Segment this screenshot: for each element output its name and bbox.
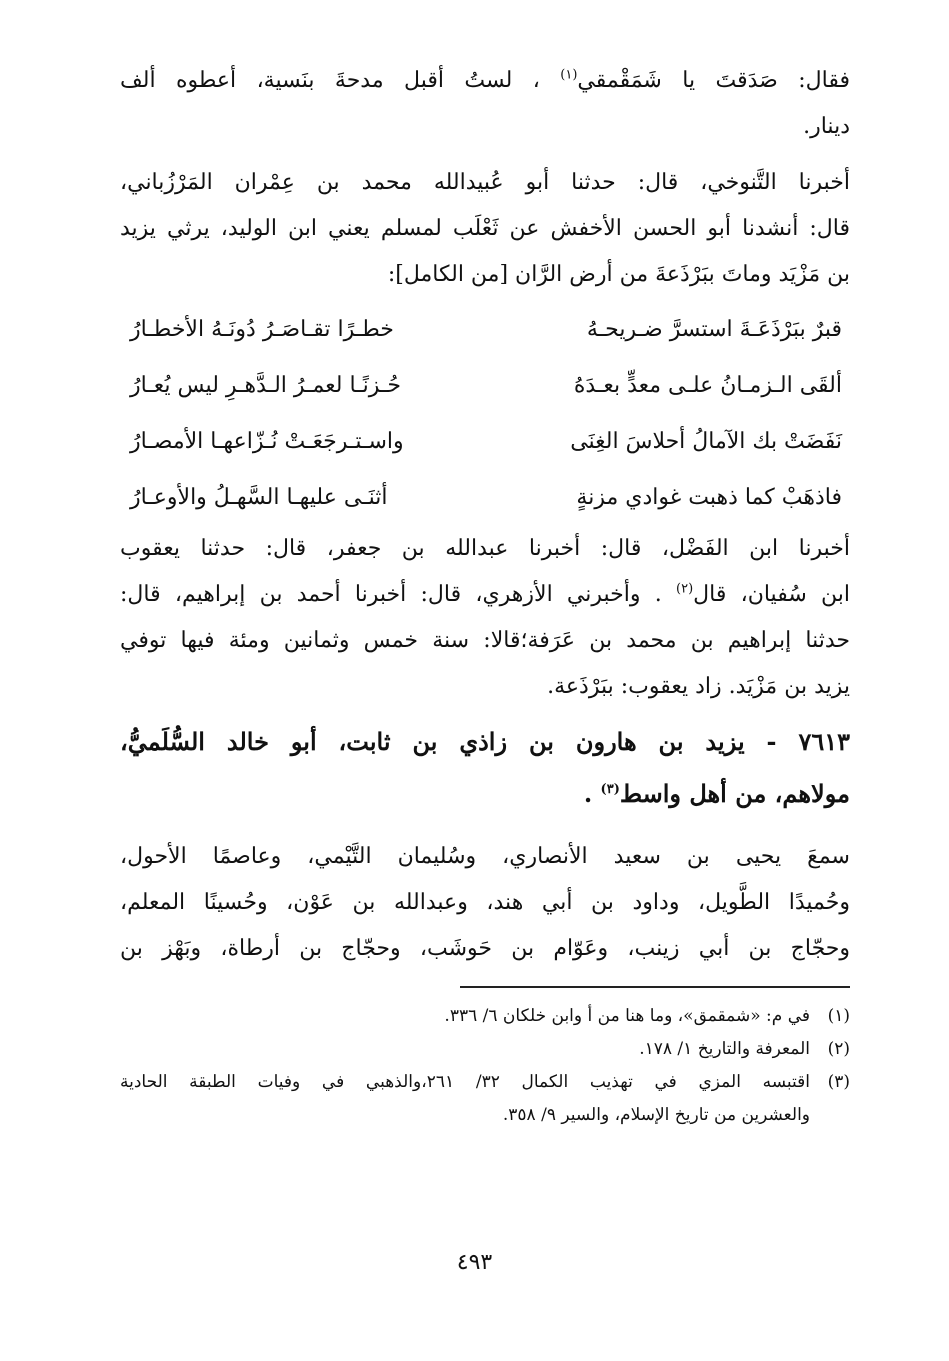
- text-line: وحُميدًا الطَّويل، وداود بن أبي هند، وعبدالله بن عَوْن، وحُسينًا المعلم،: [120, 890, 850, 915]
- footnote-divider: [460, 986, 850, 988]
- footnote-number: (٣): [827, 1072, 851, 1092]
- intro-paragraph: [120, 58, 850, 150]
- poem-verse: [120, 470, 850, 526]
- text-line: بن مَزْيَد وماتَ ببَرْذَعةَ من أرض الرَّان [من الكامل]:: [387, 262, 850, 287]
- verse-first-hemistich: ألقَى الـزمـانُ علـى معدٍّ بعـدَهُ: [573, 373, 842, 398]
- verse-second-hemistich: خطـرًا تقـاصَـرُ دُونَـهُ الأخطـارُ: [130, 317, 394, 342]
- verse-first-hemistich: قبرٌ ببَرْذَعَـةَ استسرَّ ضـريحـهُ: [586, 317, 842, 342]
- footnote-number: (٢): [827, 1039, 850, 1059]
- page-number: ٤٩٣: [456, 1250, 493, 1275]
- verse-first-hemistich: فاذهَبْ كما ذهبت غوادي مزنةٍ: [576, 485, 842, 510]
- footnote-ref[interactable]: (١): [560, 67, 578, 83]
- footnote-text: المعرفة والتاريخ ١/ ١٧٨.: [639, 1039, 810, 1059]
- report-paragraph: [120, 526, 850, 710]
- text-line: ابن سُفيان، قال$^{(٢)}$ . وأخبرني الأزهري، قال: أخبرنا أحمد بن إبراهيم، قال:: [120, 581, 850, 607]
- isnad-paragraph: [120, 160, 850, 298]
- text-line: أخبرنا التَّنوخي، قال: حدثنا أبو عُبيدالله محمد بن عِمْران المَرْزُباني،: [120, 170, 850, 195]
- poem-verse: [120, 302, 850, 358]
- poem: [120, 302, 850, 526]
- text-line: فقال: صَدَقتَ يا شَمَقْمقي$^{(١)}$ ، لستُ أقبل مدحةَ بنَسية، أعطوه ألف: [120, 67, 850, 93]
- biography-paragraph: [120, 834, 850, 972]
- entry-title-cont: مولاهم، من أهل واسط$^{(٣)}$ .: [583, 779, 850, 808]
- footnote-ref[interactable]: (٣): [600, 782, 620, 797]
- text-line: حدثنا إبراهيم بن محمد بن عَرَفة؛قالا: سنة خمس وثمانين ومئة فيها توفي: [120, 628, 850, 653]
- verse-second-hemistich: أثنَـى عليهـا السَّهـلُ والأوعـارُ: [130, 485, 388, 510]
- footnote-number: (١): [827, 1006, 850, 1026]
- page-body: [120, 58, 850, 1132]
- footnote: [120, 1033, 850, 1066]
- text-line: سمعَ يحيى بن سعيد الأنصاري، وسُليمان التَّيْمي، وعاصمًا الأحول،: [120, 844, 850, 869]
- footnotes: [120, 1000, 850, 1132]
- text-line: أخبرنا ابن الفَضْل، قال: أخبرنا عبدالله بن جعفر، قال: حدثنا يعقوب: [120, 536, 850, 561]
- verse-second-hemistich: واسـتـرجَعَـتْ نُـزّاعهـا الأمصـارُ: [130, 429, 404, 454]
- footnote-text: اقتبسه المزي في تهذيب الكمال ٣٢/ ٢٦١،والذهبي في وفيات الطبقة الحادية: [120, 1072, 811, 1092]
- footnote-continuation: والعشرين من تاريخ الإسلام، والسير ٩/ ٣٥٨.: [502, 1105, 810, 1125]
- text-line: وحجّاج بن أبي زينب، وعَوّام بن حَوشَب، وحجّاج بن أرطاة، وبَهْز بن: [120, 936, 850, 961]
- entry-title: ٧٦١٣ - يزيد بن هارون بن زاذي بن ثابت، أبو خالد السُّلَميُّ،: [120, 727, 850, 756]
- poem-verse: [120, 358, 850, 414]
- text-line: دينار.: [803, 114, 850, 139]
- entry-heading: [120, 716, 850, 820]
- footnote: [120, 1000, 850, 1033]
- text-line: قال: أنشدنا أبو الحسن الأخفش عن ثَعْلَب لمسلم يعني ابن الوليد، يرثي يزيد: [120, 216, 850, 241]
- footnote-text: في م: «شمقمق»، وما هنا من أ وابن خلكان ٦/ ٣٣٦.: [444, 1006, 810, 1026]
- footnote-ref[interactable]: (٢): [676, 581, 694, 597]
- footnote: [120, 1066, 850, 1099]
- verse-second-hemistich: حُـزنًـا لعمـرُ الـدَّهـرِ ليس يُعـارُ: [130, 373, 401, 398]
- poem-verse: [120, 414, 850, 470]
- text-line: يزيد بن مَزْيَد. زاد يعقوب: ببَرْذَعة.: [547, 674, 850, 699]
- verse-first-hemistich: نَفَضَتْ بك الآمالُ أحلاسَ الغِنَى: [570, 429, 842, 454]
